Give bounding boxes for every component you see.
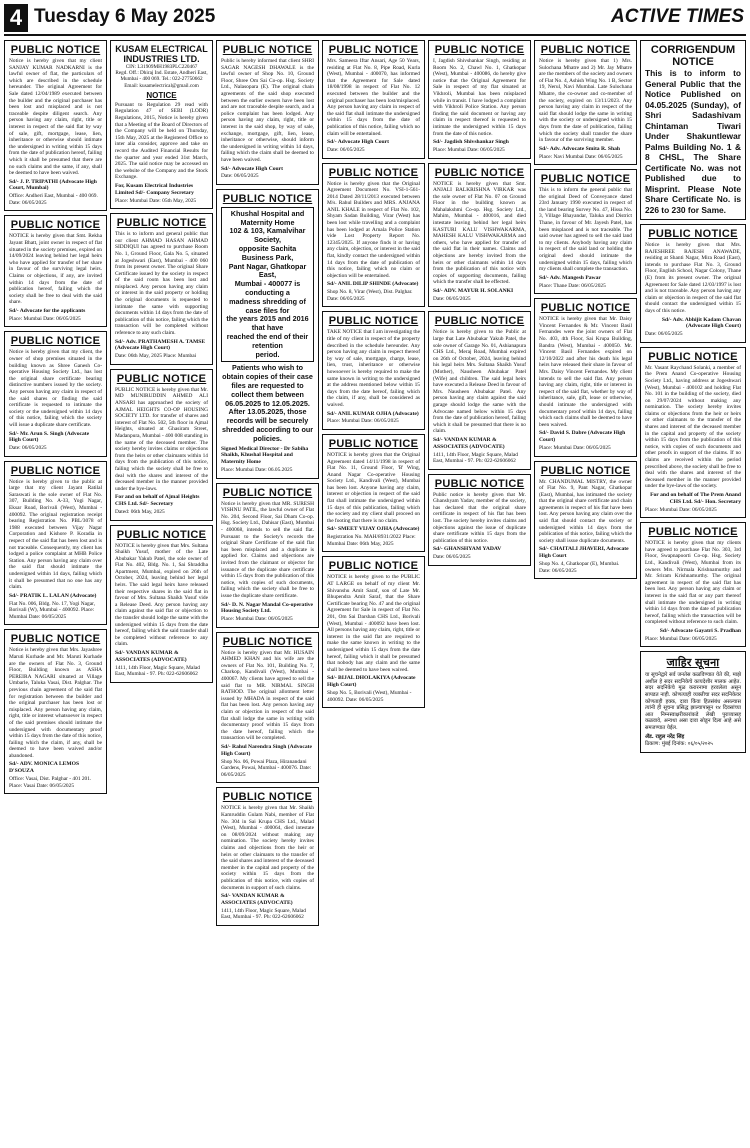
column-5 [428,40,531,1144]
notice-signature: Sd/- ANIL DILIP SHINDE (Advocate) [327,281,419,288]
notice-body: Notice is hereby given to the Public at large that Late Abubakar Yakub Patel, the sole owner of Garage No. 01, Ashianapura CHS Ltd., Meraj Road, Mumbai expired on 26th of October, 2024, leaving behind his legal heirs Mrs. Sultana Shaikh Yusuf (Mother), Nausheen Abubakar Patel (Wife) and children. The said legal heirs have executed a Release Deed in favour of Mrs. Nausheen Abubakar Patel. Any person having any claim against the said garage should lodge the same with the Advocate named below within 15 days from the date of publication hereof, failing which it shall be presumed that there is no claim. [433,329,526,435]
notice-signature: Sd/- Adv. PRATHAMESH A. TAMSE (Advocate High Court) [115,338,206,352]
column-7 [640,40,746,1144]
notice-body: Mrs. Sameera Iftar Ansari, Age 50 Years, residing at Flat No. 8, Pipe Road, Kurla (West), Mumbai - 400070, has informed that the Agreement for Sale dated 18/08/1998 in respect of Flat No. 12 executed between the builder and the original purchaser has been lost/misplaced. Any person having any claim in respect of the said flat shall intimate the undersigned within 15 days from the date of publication of this notice, failing which no claim will be entertained. [327,58,420,137]
company-notice-title: NOTICE [146,90,177,100]
public-notice [4,215,107,327]
public-notice [534,169,637,294]
notice-title: PUBLIC NOTICE [540,44,631,56]
notice-title: PUBLIC NOTICE [434,315,525,328]
notice-title: PUBLIC NOTICE [328,315,419,328]
notice-signature: Sd/- VANDAN KUMAR & ASSOCIATES (ADVOCATE) [115,650,187,663]
hospital-announcement [221,207,314,363]
notice-title: जाहिर सूचना [666,657,720,670]
public-notice [428,474,531,566]
notice-body: I, Jagdish Shivshankar Singh, residing at Room No. 2, Chawl No. 1, Ghatkopar (West), Mumbai - 400086, do hereby give notice that the Original Agreement for Sale in respect of my flat situated at Vikhroli, Mumbai has been misplaced while in transit. I have lodged a complaint with Vikhroli Police Station. Any person finding the said document or having any claim in respect thereof is requested to intimate the undersigned within 15 days from the date of this notice. [433,58,526,137]
notice-title: PUBLIC NOTICE [540,302,631,315]
notice-footer: Place: Mumbai Date: 06.05.2025 [221,467,293,473]
notice-title: PUBLIC NOTICE [328,166,419,179]
notice-body: Notice is hereby given that Mrs. Jayashree Maruti Kurhade and Mr. Maruti Kurhade are the owners of Flat No. 3, Ground Floor, Building known as ASHA PEREIRA NAGARI situated at Village Umbarle, Taluka Vasai, Dist. Palghar. The previous chain agreement of the said flat for registration between the builder and the original purchaser has been lost or misplaced. Any person having any claim, right, title or interest whatsoever in respect of the said premises should intimate the undersigned with documentary proof within 15 days from the date of this notice, failing which the claim, if any, shall be deemed to have been waived and/or abandoned. [9,647,102,759]
public-notice [4,40,107,211]
notice-body: Patients who wish to obtain copies of their case files are requested to collect them between 06.05.2025 to 12.05.2025. After 13.05.2025, those records will be securely shredded according to our policies. [221,363,314,443]
hospital-line: Khushal Hospital and Maternity Home [230,208,305,227]
notice-footer: Shop No. 8, Virar (West), Dist. Palghar. Date: 06/05/2025 [327,289,413,302]
notice-signature: Sd/- Adv. Advocate Smita R. Shah [539,145,620,152]
notice-body: NOTICE is hereby given that Smt. ANJALI BALKRISHNA VIRKAR was the sole owner of Flat No. 07 on Ground Floor in the building known as Mahalakshmi Co-op. Hsg. Society Ltd., Mahim, Mumbai - 400016, and died intestate leaving behind her legal heirs KASTURI KALU VISHWAKARMA, MAHESH KALU VISHWAKARMA and others, who have applied for transfer of the said flat in their names. Claims and objections are hereby invited from the heirs or other claimants within 14 days from the publication of this notice with copies of supporting documents, failing which the transfer shall be effected. [433,180,526,286]
notice-footer: ठिकाण: मुंबई दिनांक: ०६/०५/२०२५ [645,741,713,748]
public-notice [428,40,531,159]
notice-title: PUBLIC NOTICE [116,217,207,230]
notice-footer: Place: Mumbai Date: 06/05/2025 [221,616,293,623]
public-notice [640,347,746,518]
notice-body: NOTICE is hereby given that Smt. Rekha Jayant Bhatt, joint owner in respect of flat situated in the society premises, expired on 14/09/2024 leaving behind her legal heirs who have applied for transfer of her share in favour of the surviving legal heirs. Claims or objections, if any, are invited within 14 days from the date of publication hereof, failing which the society shall be free to deal with the said share. [9,233,102,306]
company-cin: CIN: L31909MH1983PLC220467 [125,64,198,70]
notice-title: PUBLIC NOTICE [10,464,101,477]
notice-body: Public is hereby informed that client SHRI SAGAR NAGESH DHAWALE is the lawful owner of Shop No. 10, Ground Floor, Shree Om Sai Co-op. Hsg. Society Ltd., Nalasopara (E). The original chain agreements of the said shop executed between the earlier owners have been lost and are not traceable despite search, and a police complaint has been lodged. Any person having any claim, right, title or interest in the said shop, by way of sale, exchange, mortgage, gift, lien, lease, inheritance or otherwise, should inform the undersigned in writing within 14 days, failing which the claim shall be deemed to have been waived. [221,58,314,163]
notice-title: PUBLIC NOTICE [328,44,419,56]
company-email: Email: kusamelectrical@gmail.com [124,82,199,89]
notice-signature: Sd/- J. P. TRIPATHI (Advocate High Court, Mumbai) [9,178,97,192]
company-address: Regd. Off.: Dhiraj Ind. Estate, Andheri East, Mumbai - 400 069. Tel.: 022-27750662 [115,70,208,83]
hospital-line: the years 2015 and 2016 that have [226,314,309,333]
company-name: KUSAM ELECTRICAL INDUSTRIES LTD. [115,44,208,64]
notice-signature: For and on behalf of Ajmal Heights CHS Ltd. Sd/- Secretary [115,494,200,508]
notice-title: PUBLIC NOTICE [648,228,738,240]
notice-footer: Date: 06th May, 2025 Place: Mumbai [115,353,197,360]
hospital-line: opposite Sachita Business Park, [238,244,297,262]
notice-title: PUBLIC NOTICE [434,477,525,490]
public-notice [322,311,425,430]
column-3 [216,40,319,1144]
notice-title: PUBLIC NOTICE [10,44,101,56]
notice-title: PUBLIC NOTICE [328,560,419,573]
notice-body: Notice is hereby given that Mr. HUSAIN AHMED KHAN and his wife are the owners of Flat No. 101, Building No. 7, Charkop, Kandivali (West), Mumbai - 400067. My clients have agreed to sell the said flat to MR. NIRMAL SINGH RATHOD. The original allotment letter issued by MHADA in respect of the said flat has been lost. Any person having any claim or objection in respect of the said flat shall lodge the same in writing with documentary proof within 15 days from the date hereof, failing which the transaction will be completed. [221,649,314,742]
notice-body: PUBLIC NOTICE is hereby given that Mr. MD MUNIRUDDIN AHMED ALI ANSARI has approached the society of AJMAL HEIGHTS CO-OP HOUSING SOCIETY LTD. for transfer of shares and interest of Flat No. 502, 5th floor in Ajmal Heights, situated at Ghasiram Street, Madanpura, Mumbai - 400 008 standing in the name of the deceased member. The society hereby invites claims or objections from the heirs or other claimants within 14 days from the publication of this notice, failing which the society shall be free to deal with the shares and interest of the deceased member in the manner provided under the bye-laws. [115,386,208,492]
notice-body: NOTICE is hereby given to the PUBLIC AT LARGE on behalf of my client Mr. Shivanshu Amit Saraf, son of Late Mr. Bhupendra Amit Saraf, that the Share Certificate bearing No. 47 and the original Agreement for Sale in respect of Flat No. 201, Om Sai Darshan CHS Ltd., Borivali (West), Mumbai - 400092 have been lost. All persons having any claim, right, title or interest in the said flat are required to make the same known in writing to the undersigned within 15 days from the date hereof, failing which it shall be presumed that nobody has any claim and the same shall be deemed to have been waived. [327,574,420,673]
notice-title: PUBLIC NOTICE [540,173,631,186]
notice-signature: Sd/- SMEET VIJAY OJHA (Advocate) [327,526,420,533]
notice-title: PUBLIC NOTICE [648,350,738,363]
public-notice [110,525,213,683]
notice-title: PUBLIC NOTICE [540,464,631,477]
corrigendum-body: This is to inform to General Public that the Notice Published on 04.05.2025 (Sunday), of Shri Sadashivam Chintaman Tiwari Under Shakuntlewar Palms Building No. 1 & 8 CHSL, The Share Certificate No. was not Published due to Misprint. Please Note Share Certificate No. is 226 to 230 for Same. [645,68,741,215]
notice-title: PUBLIC NOTICE [222,192,313,205]
notice-title: PUBLIC NOTICE [10,633,101,646]
public-notice [534,298,637,456]
notice-body: NOTICE is hereby given that Mrs. Sultana Shaikh Yusuf, mother of the Late Abubakar Yakub Patel, the sole owner of Flat No. 402, Bldg. No. 1, Sai Shraddha Apartment, Mumbai, expired on 26th of October, 2024, leaving behind her legal heirs. The said legal heirs have released their respective shares in the said flat in favour of Mrs. Sultana Shaikh Yusuf vide a Release Deed. Any person having any claim against the said flat or objection to the transfer should lodge the same with the undersigned within 15 days from the date hereof, failing which the said transfer shall be completed without reference to any claim. [115,542,208,648]
public-notice [640,522,746,647]
notice-footer: Date: 06/05/2025 [645,331,683,338]
notice-title: PUBLIC NOTICE [222,635,313,648]
notice-signature: Sd/- Adv. Mangesh Pawar [539,274,601,281]
notice-footer: Date: 06/05/2025 [433,554,471,561]
notice-footer: Place: Mumbai Date: 05th May, 2025 [115,197,197,204]
notice-body: NOTICE is hereby given that Mr. Shaikh Kamruddin Gulam Nabi, member of Flat No. 304 in Sai Krupa CHS Ltd., Malad (West), Mumbai - 400064, died intestate on 08/09/2024 without making any nomination. The society hereby invites claims and objections from the heir or heirs or other claimants to the transfer of the said shares and interest of the deceased member in the capital and property of the society within 15 days from the publication of this notice, with copies of documents in support of such claims. [221,805,314,891]
hospital-line: period. [255,349,280,359]
notice-footer: Place: Mumbai Date: 06/05/2025 [9,315,81,322]
notice-title: PUBLIC NOTICE [434,166,525,179]
hospital-line: madness shredding of case files for [229,296,306,315]
public-notice [428,163,531,308]
notice-body: Mr. Vasant Raychand Solanki, a member of the Prem Anand Co-operative Housing Society Ltd., having address at Jogeshwari (West), Mumbai - 400102 and holding Flat No. 101 in the building of the society, died on 29/07/2024 without making any nomination. The society hereby invites claims or objections from the heir or heirs or other claimants to the transfer of the shares and interest of the deceased member in the capital and property of the society within 15 days from the publication of this notice, with copies of such documents and other proofs in support of the claims. If no claims are received within the period prescribed above, the society shall be free to deal with the shares and interest of the deceased member in the manner provided under the bye-laws of the society. [645,364,741,490]
notice-footer: Place: Mumbai Date: 06/05/2025 [539,444,611,451]
notice-footer: Place: Mumbai Date: 06/05/2025 [645,506,717,513]
public-notice [322,556,425,708]
public-notice [110,369,213,521]
page-number: 4 [4,4,28,32]
notice-body: Notice is hereby given that 1) Mrs. Sulochana Mhatre and 2) Mr. Jay Mhatre are the members of the society and owners of Flat No. 4, Ashish Wing No. 1 B, Sector 19, Nerul, Navi Mumbai. Late Sulochana Mhatre, the co-owner and co-member of the society, expired on 13/11/2023. Any person having any claim in respect of the said flat should lodge the same in writing with the society or undersigned within 15 days from the date of publication, failing which the society shall transfer the share in favour of the surviving member. [539,58,632,144]
notice-footer: Place: Mumbai Date: 06/05/2025 [433,146,505,153]
notice-signature: Sd/- Advocate Gayatri S. Pradhan [659,627,741,634]
notice-footer: Date: 06/05/2025 [433,295,471,302]
page-header [0,0,750,40]
notice-signature: Sd/- ANIL KUMAR OJHA (Advocate) [327,410,419,417]
notice-signature: Sd/- Rahul Narendra Singh (Advocate High Court) [221,744,312,757]
public-notice [322,40,425,159]
notice-body: Notice is hereby given that the Original Agreement Document No. VSI-1-561-2014 Dated 28/11/2013 executed between M/s. Rahul Builders and MRS. ANJANA ANIL KHALE in respect of Flat No. 102, Shyam Sadan Building, Virar (West) has been lost while travelling and a complaint has been lodged at Arnala Police Station vide Lost Property Report No. 12345/2025. If anyone finds it or having any claim, objection, or interest in the said flat, kindly contact the undersigned within 14 days from the date of publication of this notice, failing which no claim or objection will be entertained. [327,180,420,279]
notice-footer: 1411, 14th Floor, Magic Square, Malad East, Mumbai - 97. Ph: 022-62606062 [433,451,518,465]
notice-title: PUBLIC NOTICE [222,44,313,56]
issue-date: Tuesday 6 May 2025 [34,6,216,27]
newspaper-name: ACTIVE TIMES [610,6,744,27]
notice-body: NOTICE is hereby given that the Original Agreement dated 14/11/1998 in respect of Flat No. 11, Ground Floor, 'B' Wing, Anand Nagar Co-operative Housing Society Ltd., Kandivali (West), Mumbai has been lost. Anyone having any claim, interest or objection in respect of the said flat shall intimate the undersigned within 15 days of this publication, failing which the society and my client shall proceed on the footing that there is no claim. [327,451,420,524]
corrigendum-notice [640,40,746,220]
notice-signature: Sd/- BIJAL DHOLAKIYA (Advocate High Court) [327,675,416,689]
notice-body: Notice is hereby given to the public at large that my client Jayant Ratilal Saraswati is the sole owner of Flat No. 307, Building No. A-33, Yogi Nagar, Eksar Road, Borivali (West), Mumbai - 400092. The original registration receipt bearing Registration No. PBL/3078 of 1988 executed between Vijay Nagar Corporation and Kishore P. Koradia in respect of the said flat has been lost and is not traceable. Consequently, my client has lodged a police complaint at MHB Police Station. Any person having any claim over the said flat should intimate the undersigned within 14 days, failing which it shall be presumed that no one has any claim. [9,478,102,591]
column-6 [534,40,637,1144]
notice-footer: Date: 06/05/2025 [221,173,259,180]
notice-footer: Date: 06/05/2025 [9,445,47,452]
notice-signature: Sd/- ADV. MONICA LEMOS D'SOUZA [9,761,80,775]
header-rule [4,34,746,36]
hospital-notice [216,189,319,479]
notice-signature: Sd/- ADV. MAYUR H. SOLANKI [433,288,514,295]
notice-title: PUBLIC NOTICE [10,335,101,348]
notice-footer: Place: Mumbai Date: 06/05/2025 [645,635,717,642]
notice-signature: Sd/- Advocate High Court [221,165,284,172]
public-notice [4,331,107,456]
corrigendum-title: CORRIGENDUM NOTICE [650,44,736,68]
notice-signature: Sd/- CHAITALI JHAVERI, Advocate High Court [539,546,629,560]
notice-footer: 1411, 14th Floor, Magic Square, Malad East, Mumbai - 97. Ph: 022-62606062 [115,664,200,678]
notice-body: Notice is hereby given that Mrs. RAJESHREE RAJESH ANAWADE, residing at Shanti Nagar, Mira Road (East), intends to purchase Flat No. 3, Ground Floor, English School, Nagar Colony, Thane (E) from its present owner. The original Agreement for Sale dated 12/03/1997 is lost and is not traceable. Any person having any claim or objection in respect of the said flat should contact the undersigned within 15 days of this notice. [645,242,741,314]
public-notice [216,40,319,185]
public-notice [4,629,107,794]
notice-signature: For and on behalf of The Prem Anand CHS Ltd. Sd/- Hon. Secretary [650,492,741,505]
company-notice [110,40,213,209]
notice-signature: Sd/- D. N. Nagar Mandal Co-operative Housing Society Ltd. [221,601,314,615]
notice-signature: Sd/- VANDAN KUMAR & ASSOCIATES (ADVOCATE) [221,893,293,906]
public-notice [4,461,107,626]
notice-body: This is to inform the general public that the original Deed of Conveyance dated 23rd January 1990 executed in respect of the land bearing Survey No. 47, Hissa No. 3, Village Bhayandar, Taluka and District Thane, in favour of Mr. Jayesh Patel, has been misplaced and is not traceable. The said owner has agreed to sell the said land to my clients. Anybody having any claim in respect of the said land or holding the original deed should intimate the undersigned within 15 days, failing which my clients shall complete the transaction. [539,187,632,273]
notice-body: या सूचनेद्वारे सर्व जनतेस कळविण्यात येते की, माझे अशील हे सदर सदनिकेचे कायदेशीर मालक आहेत. सदर सदनिकेचे मूळ करारनामा हरवलेला असून सापडत नाही. कोणत्याही व्यक्तीचा सदर सदनिकेवर कोणताही हक्क, दावा किंवा हितसंबंध असल्यास त्यांनी ही सूचना प्रसिद्ध झाल्यापासून १४ दिवसांच्या आत निम्नस्वाक्षरीकारांकडे लेखी पुराव्यासह कळवावे, अन्यथा असा दावा सोडून दिला आहे असे समजण्यात येईल. [645,672,741,732]
notice-footer: Shop No. 4, Ghatkopar (E), Mumbai. Date: 06/05/2025 [539,561,620,574]
notice-body: Pursuant to Regulation 29 read with Regulation 47 of SEBI (LODR) Regulations, 2015, Notice is hereby given that a Meeting of the Board of Directors of the Company will be held on Thursday, 15th May, 2025 at the Registered Office to inter alia consider, approve and take on record the Audited Financial Results for the quarter and year ended 31st March, 2025. The said notice may be accessed on the website of the Company and the Stock Exchange. [115,101,208,181]
notice-body: TAKE NOTICE that I am investigating the title of my client in respect of the property described in the schedule hereunder. Any person having any claim in respect thereof by way of sale, mortgage, charge, lease, lien, trust, inheritance or otherwise howsoever is hereby required to make the same known in writing to the undersigned at the address mentioned below within 15 days from the date hereof, failing which the claim, if any, shall be considered as waived. [327,329,420,408]
notice-signature: Sd/- David S. Dabre (Advocate High Court) [539,430,626,444]
notice-footer: Flat No. 006, Bldg. No. 17, Yogi Nagar, Borivali (W), Mumbai - 400092. Place: Mumbai Date: 06/05/2025 [9,600,96,620]
notice-body: Notice is hereby given that MR. SURESH VISHNU PATIL, the lawful owner of Flat No. 204, Second Floor, Sai Dham Co-op. Hsg. Society Ltd., Dahisar (East), Mumbai - 400068, intends to sell the said flat. Pursuant to the Society's records the original Share Certificate of the said flat has been misplaced and a duplicate is applied for. Claims and objections are invited from the claimant or objector for issuance of the duplicate share certificate within 15 days from the publication of this notice, with copies of such documents, failing which the society shall be free to issue the duplicate share certificate. [221,500,314,599]
notice-title: PUBLIC NOTICE [116,372,207,385]
notice-signature: For, Kusam Electrical Industries Limited Sd/- Company Secretary [115,182,194,196]
public-notice [322,434,425,553]
notice-footer: Registration No. MAH/8931/2022 Place: Mumbai Date: 06th May, 2025 [327,534,416,547]
notice-footer: Date: 06/05/2025 [327,146,365,153]
public-notice [534,40,637,165]
notice-signature: Sd/- VANDAN KUMAR & ASSOCIATES (ADVOCATE) [433,436,505,450]
notice-footer: Shop No. 06, Powai Plaza, Hiranandani Gardens, Powai, Mumbai - 400076. Date: 06/05/2025 [221,758,312,778]
notice-footer: Office: Andheri East, Mumbai - 400 069. Date: 06/05/2025 [9,193,98,206]
notice-body: Public notice is hereby given that Mr. Ghanshyam Yadav, member of the society, has declared that the original share certificate in respect of his flat has been lost. The society hereby invites claims and objections against the issue of duplicate share certificate within 15 days from the publication of this notice. [433,491,526,544]
notice-signature: ॲड. राहुल नरेंद्र सिंह [645,733,685,740]
notice-body: This is to inform and general public that our client AHMAD HASAN AHMAD SIDDIQUI has agreed to purchase Room No. 1, Ground Floor, Gala No. 5, situated at Jogeshwari (East), Mumbai - 400 060 from its present owner. The original Share Certificate issued by the society in respect of the said room has been lost and misplaced. Any person having any claim or interest in the said property or holding the original documents is requested to intimate the same with supporting documents within 14 days from the date of publication of this notice, failing which the transaction will be completed without reference to any such claim. [115,231,208,337]
notice-body: NOTICE is hereby given that my clients have agreed to purchase Flat No. 303, 3rd Floor, Swapnapoorti Co-op. Hsg. Society Ltd., Kandivali (West), Mumbai from its owners Mrs. Nirmala Krishnamurthy and Mr. Sriram Krishnamurthy. The original agreement in respect of the said flat has been lost. Any person having any claim or interest in the said flat or any part thereof shall intimate the undersigned in writing within 14 days from the date of publication hereof, failing which the transaction will be completed without reference to such claim. [645,540,741,626]
notice-signature: Sd/- Advocate for the applicants [9,308,86,314]
public-notice [216,483,319,628]
public-notice [216,787,319,926]
public-notice [322,163,425,308]
notice-title: PUBLIC NOTICE [116,528,207,541]
notice-footer: Place: Navi Mumbai Date: 06/05/2025 [539,153,623,160]
notice-footer: Shop No. 5, Borivali (West), Mumbai - 400092. Date: 06/05/2025 [327,689,412,703]
notice-signature: Sd/- GHANSHYAM YADAV [433,546,502,553]
marathi-notice [640,651,746,753]
column-4 [322,40,425,1144]
notice-body: Notice is hereby given that my client SANJAY KUMAR NADKARNI is the lawful owner of flat, the particulars of which are described in the schedule hereunder. The original Agreement for Sale dated 12/04/1989 executed between the builder and the original purchaser has been lost and misplaced and is not traceable despite diligent search. Any person having any claim, right, title or interest in respect of the said flat by way of sale, gift, mortgage, lease, lien, inheritance or otherwise should intimate the undersigned in writing within 15 days from the date of publication hereof, failing which it shall be presumed that there are no such claims and the same, if any, shall be deemed to have been waived. [9,58,102,177]
notice-title: PUBLIC NOTICE [222,486,313,499]
notice-footer: Dated: 06th May, 2025 [115,508,165,515]
public-notice [110,213,213,365]
public-notice [640,224,746,343]
notice-footer: Place: Thane Date: 06/05/2025 [539,282,606,289]
notice-signature: Sd/- Mr. Arun S. Singh (Advocate High Court) [9,430,90,444]
notice-signature: Sd/- Advocate High Court [327,139,390,146]
public-notice [428,311,531,469]
hospital-line: Pant Nagar, Ghatkopar East, [228,261,307,280]
notice-title: PUBLIC NOTICE [328,437,419,450]
notice-signature: Sd/- Adv. Abhijit Kadam Chavan (Advocate High Court) [661,316,741,330]
hospital-line: 102 & 103, Kamalvihar Society, [229,226,306,245]
notice-title: PUBLIC NOTICE [222,791,313,804]
public-notice [534,461,637,580]
column-1 [4,40,107,1144]
hospital-line: Mumbai - 400077 is conducting a [234,279,301,298]
public-notice [216,632,319,784]
notice-body: NOTICE is hereby given that Mr. Daisy Vincent Fernandes & Mr. Vincent Basil Fernandes were the joint owners of Flat No. 403, 4th Floor, Sai Krupa Building, Bandra (West), Mumbai - 400050. Mr. Vincent Basil Fernandes expired on 12/10/2022 and after his death his legal heirs have released their share in favour of Mrs. Daisy Vincent Fernandes. My client intends to sell the said flat. Any person having any claim, right, title or interest in respect of the said flat, whether by way of inheritance, sale, gift, lease or otherwise, should intimate the undersigned with documentary proof within 14 days, failing which such claims shall be deemed to have been waived. [539,316,632,428]
notice-signature: Sd/- PRATIK L. LALAN (Advocate) [9,592,97,599]
notice-footer: Office: Vasai, Dist. Palghar - 401 201. Place: Vasai Date: 06/05/2025 [9,776,92,789]
notice-signature: Signed Medical Director - Dr Sabiha Shaikh, Khushal Hospital and Maternity Home [221,445,309,466]
notice-title: PUBLIC NOTICE [434,44,525,56]
notice-body: Notice is hereby given that my client, the owner of shop premises situated in the building known as Shree Ganesh Co-operative Housing Society Ltd., has lost the original share certificate bearing distinctive numbers issued by the society. Any person having any claim in respect of the said shares or finding the said certificate is requested to intimate the society or the undersigned within 14 days of this notice, failing which the society will issue a duplicate share certificate. [9,349,102,428]
notice-footer: Place: Mumbai Date: 06/05/2025 [327,418,399,425]
hospital-line: reached the end of their retention [226,332,309,350]
notice-title: PUBLIC NOTICE [648,526,738,539]
notice-footer: 1411, 14th Floor, Magic Square, Malad East, Mumbai - 97. Ph: 022-62606062 [221,907,306,921]
notice-body: Mr. CHANDUMAL MISTRY, the owner of Flat No. 9, Pant Nagar, Ghatkopar (East), Mumbai, has intimated the society that the original share certificate and chain agreements in respect of his flat have been lost. Any person having any claim over the said flat should contact the society or undersigned within 14 days from the publication of this notice, failing which the society shall issue duplicate documents. [539,478,632,544]
notice-signature: Sd/- Jagdish Shivshankar Singh [433,139,509,146]
column-2 [110,40,213,1144]
notice-title: PUBLIC NOTICE [10,219,101,232]
